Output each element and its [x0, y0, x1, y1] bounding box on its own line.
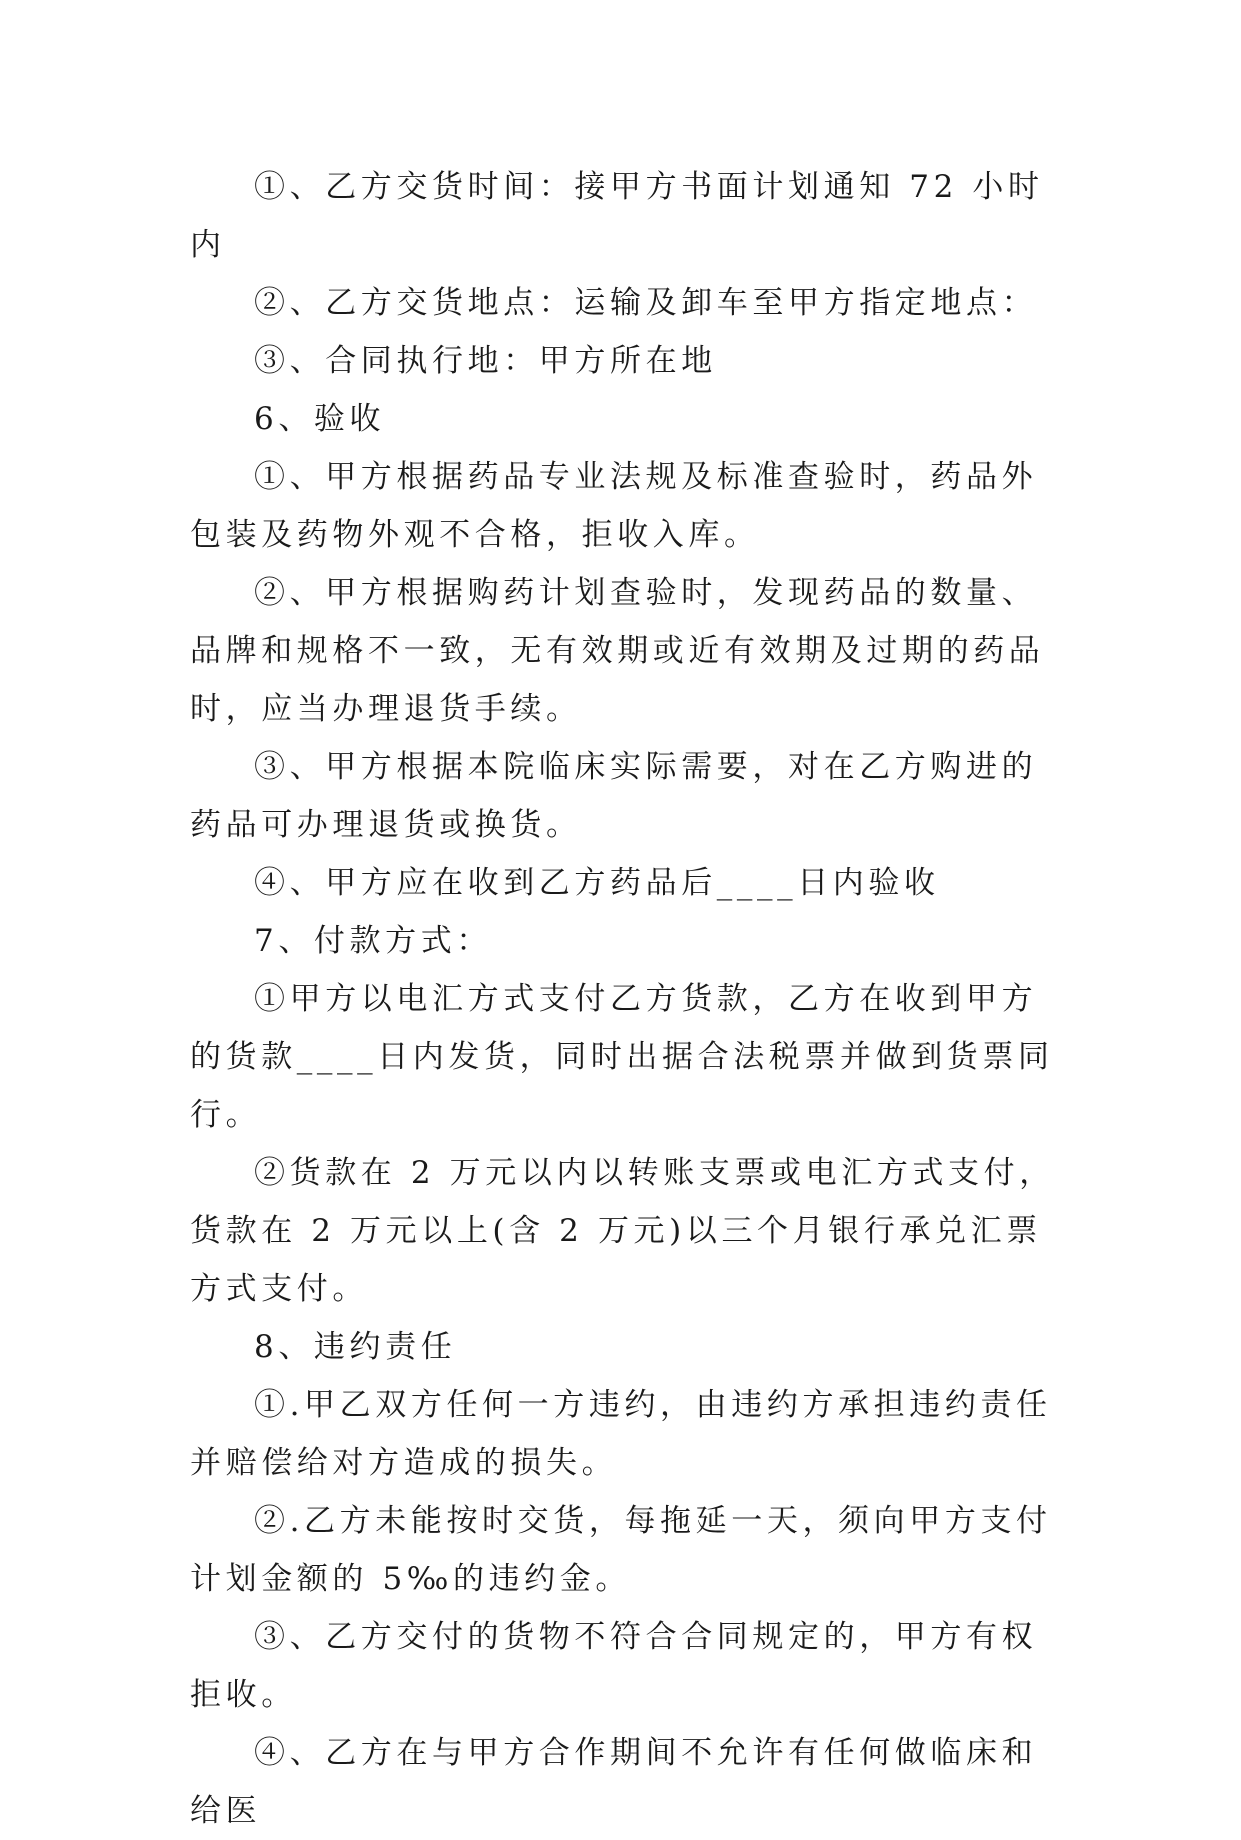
clause-liability-cooperation: ④、乙方在与甲方合作期间不允许有任何做临床和给医 [190, 1735, 1038, 1829]
clause-acceptance-return-exchange: ③、甲方根据本院临床实际需要，对在乙方购进的药品可办理退货或换货。 [190, 749, 1038, 843]
document-page [190, 158, 1070, 1840]
clause-liability-breach: ①.甲乙双方任何一方违约，由违约方承担违约责任并赔偿给对方造成的损失。 [190, 1387, 1052, 1481]
section-heading-liability: 8、违约责任 [254, 1329, 457, 1365]
clause-acceptance-deadline: ④、甲方应在收到乙方药品后____日内验收 [254, 865, 940, 901]
clause-payment-amount: ②货款在 2 万元以内以转账支票或电汇方式支付，货款在 2 万元以上(含 2 万元)以三个月银行承兑汇票方式支付。 [190, 1155, 1055, 1307]
clause-delivery-location: ②、乙方交货地点：运输及卸车至甲方指定地点： [254, 285, 1038, 321]
clause-execution-place: ③、合同执行地：甲方所在地 [254, 343, 717, 379]
clause-payment-wire: ①甲方以电汇方式支付乙方货款，乙方在收到甲方的货款____日内发货，同时出据合法税票并做到货票同行。 [190, 981, 1054, 1133]
clause-delivery-time: ①、乙方交货时间：接甲方书面计划通知 72 小时内 [190, 169, 1044, 263]
clause-acceptance-packaging: ①、甲方根据药品专业法规及标准查验时，药品外包装及药物外观不合格，拒收入库。 [190, 459, 1038, 553]
clause-acceptance-plan-check: ②、甲方根据购药计划查验时，发现药品的数量、品牌和规格不一致，无有效期或近有效期及过期的药品时，应当办理退货手续。 [190, 575, 1045, 727]
clause-liability-late-delivery: ②.乙方未能按时交货，每拖延一天，须向甲方支付计划金额的 5‰的违约金。 [190, 1503, 1052, 1597]
section-heading-payment: 7、付款方式： [254, 923, 492, 959]
clause-liability-nonconforming: ③、乙方交付的货物不符合合同规定的，甲方有权拒收。 [190, 1619, 1038, 1713]
section-heading-acceptance: 6、验收 [254, 401, 386, 437]
